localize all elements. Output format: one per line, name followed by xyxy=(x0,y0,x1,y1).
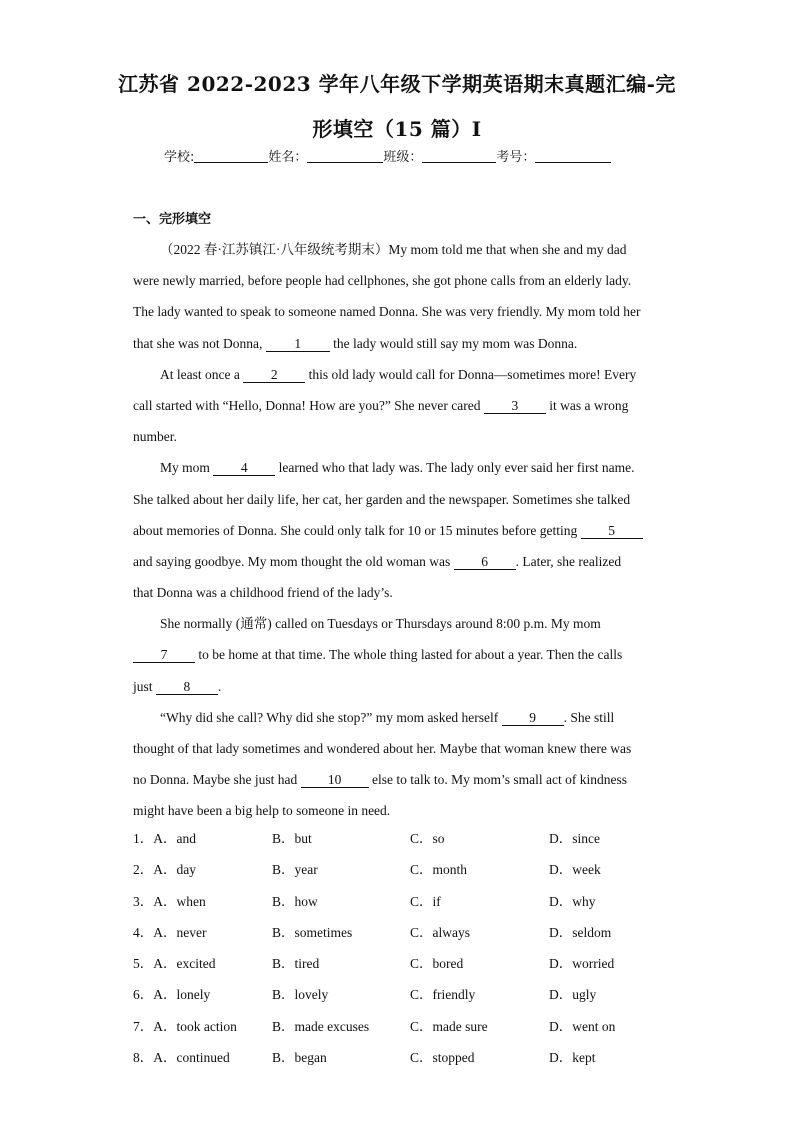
blank-8[interactable]: 8 xyxy=(156,680,218,695)
number-blank[interactable] xyxy=(535,148,611,163)
passage-text: （2022 春·江苏镇江·八年级统考期末）My mom told me that when she and my dad xyxy=(160,242,627,257)
option-d[interactable]: D．week xyxy=(549,862,601,878)
option-c[interactable]: C．so xyxy=(410,831,445,846)
passage-text: might have been a big help to someone in need. xyxy=(133,803,391,819)
option-d[interactable]: D．went on xyxy=(549,1018,616,1034)
option-a[interactable]: 1．A．and xyxy=(133,831,196,846)
passage-line xyxy=(133,390,663,421)
passage-text: number. xyxy=(133,429,177,445)
answer-options xyxy=(133,827,673,1077)
passage-line xyxy=(133,733,663,764)
passage-text: thought of that lady sometimes and wondered about her. Maybe that woman knew there was xyxy=(133,741,632,756)
option-row-4 xyxy=(133,921,673,952)
option-d[interactable]: D．since xyxy=(549,831,600,846)
passage-line xyxy=(133,764,663,795)
passage-text: call started with “Hello, Donna! How are you?” She never cared xyxy=(133,397,481,413)
blank-1[interactable]: 1 xyxy=(266,337,330,352)
passage-text: were newly married, before people had cellphones, she got phone calls from an elderly lady. xyxy=(133,273,632,289)
option-b[interactable]: B．year xyxy=(272,862,318,878)
option-a[interactable]: 7．A．took action xyxy=(133,1018,237,1034)
passage-text: that Donna was a childhood friend of the lady’s. xyxy=(133,585,393,601)
class-blank[interactable] xyxy=(422,148,496,163)
blank-6[interactable]: 6 xyxy=(454,555,516,570)
blank-7[interactable]: 7 xyxy=(133,648,195,663)
name-label: 姓名： xyxy=(268,150,308,165)
passage-line xyxy=(133,702,663,733)
passage-line xyxy=(133,359,663,390)
option-row-7 xyxy=(133,1015,673,1046)
passage-line xyxy=(133,671,663,702)
cloze-passage xyxy=(133,234,663,827)
passage-text: no Donna. Maybe she just had xyxy=(133,772,298,788)
option-b[interactable]: B．but xyxy=(272,831,312,846)
document-title-line-2: 形填空（15 篇）Ⅰ xyxy=(312,117,482,141)
passage-text: The lady wanted to speak to someone named Donna. She was very friendly. My mom told her xyxy=(133,304,641,320)
name-blank[interactable] xyxy=(307,148,383,163)
school-label: 学校: xyxy=(164,150,195,165)
option-row-6 xyxy=(133,983,673,1014)
option-c[interactable]: C．friendly xyxy=(410,987,476,1003)
document-title-line-1: 江苏省 2022-2023 学年八年级下学期英语期末真题汇编-完 xyxy=(118,72,676,96)
student-info-line xyxy=(164,146,611,165)
school-blank[interactable] xyxy=(194,148,268,163)
option-d[interactable]: D．ugly xyxy=(549,987,597,1003)
blank-2[interactable]: 2 xyxy=(243,368,305,383)
passage-line xyxy=(133,577,663,608)
passage-text: My mom xyxy=(160,460,210,476)
option-row-8 xyxy=(133,1046,673,1077)
passage-text: else to talk to. My mom’s small act of kindness xyxy=(371,772,627,788)
passage-text: just xyxy=(133,678,153,694)
option-c[interactable]: C．always xyxy=(410,924,470,940)
passage-text: that she was not Donna, xyxy=(133,335,263,351)
option-b[interactable]: B．sometimes xyxy=(272,924,353,940)
blank-3[interactable]: 3 xyxy=(484,399,546,414)
option-c[interactable]: C．month xyxy=(410,862,468,878)
blank-5[interactable]: 5 xyxy=(581,524,643,539)
passage-text: . Later, she realized xyxy=(515,553,622,569)
passage-line xyxy=(133,546,663,577)
passage-text: about memories of Donna. She could only talk for 10 or 15 minutes before getting xyxy=(133,522,578,538)
option-d[interactable]: D．seldom xyxy=(549,924,612,940)
passage-line xyxy=(133,421,663,452)
option-b[interactable]: B．made excuses xyxy=(272,1018,370,1034)
number-label: 考号： xyxy=(496,150,536,165)
blank-9[interactable]: 9 xyxy=(502,711,564,726)
passage-line xyxy=(133,328,663,359)
blank-10[interactable]: 10 xyxy=(301,773,369,788)
option-a[interactable]: 6．A．lonely xyxy=(133,987,211,1003)
passage-text: the lady would still say my mom was Donna. xyxy=(333,335,578,351)
passage-line xyxy=(133,639,663,670)
option-c[interactable]: C．stopped xyxy=(410,1050,475,1066)
option-c[interactable]: C．bored xyxy=(410,956,464,972)
passage-text: to be home at that time. The whole thing lasted for about a year. Then the calls xyxy=(198,647,623,663)
passage-text: learned who that lady was. The lady only ever said her first name. xyxy=(278,460,635,476)
passage-text: “Why did she call? Why did she stop?” my mom asked herself xyxy=(160,709,499,725)
section-heading: 一、完形填空 xyxy=(133,212,212,227)
passage-text: . xyxy=(217,678,222,694)
option-row-1 xyxy=(133,827,673,858)
option-b[interactable]: B．how xyxy=(272,893,318,909)
passage-text: and saying goodbye. My mom thought the old woman was xyxy=(133,553,451,569)
passage-line xyxy=(133,484,663,515)
passage-text: this old lady would call for Donna—sometimes more! Every xyxy=(308,366,637,382)
passage-text: She talked about her daily life, her cat, her garden and the newspaper. Sometimes she talked xyxy=(133,491,631,507)
blank-4[interactable]: 4 xyxy=(213,461,275,476)
passage-line xyxy=(133,452,663,483)
option-d[interactable]: D．worried xyxy=(549,956,615,972)
option-a[interactable]: 3．A．when xyxy=(133,893,206,909)
option-a[interactable]: 5．A．excited xyxy=(133,956,216,972)
option-b[interactable]: B．began xyxy=(272,1050,327,1066)
option-c[interactable]: C．if xyxy=(410,893,441,909)
passage-text: . She still xyxy=(563,709,615,725)
passage-line xyxy=(133,608,663,639)
passage-line xyxy=(133,296,663,327)
option-row-2 xyxy=(133,858,673,889)
option-d[interactable]: D．why xyxy=(549,893,596,909)
passage-text: it was a wrong xyxy=(549,397,629,413)
option-b[interactable]: B．lovely xyxy=(272,987,329,1003)
option-a[interactable]: 8．A．continued xyxy=(133,1050,230,1066)
option-a[interactable]: 2．A．day xyxy=(133,862,196,878)
option-a[interactable]: 4．A．never xyxy=(133,924,207,940)
option-c[interactable]: C．made sure xyxy=(410,1018,488,1034)
passage-line xyxy=(133,515,663,546)
passage-line xyxy=(133,234,663,265)
passage-text: At least once a xyxy=(160,366,240,382)
passage-text: She normally (通常) called on Tuesdays or Thursdays around 8:00 p.m. My mom xyxy=(160,616,601,632)
passage-line xyxy=(133,795,663,826)
option-row-5 xyxy=(133,952,673,983)
passage-line xyxy=(133,265,663,296)
option-b[interactable]: B．tired xyxy=(272,956,320,972)
option-d[interactable]: D．kept xyxy=(549,1050,596,1066)
class-label: 班级： xyxy=(383,150,423,165)
option-row-3 xyxy=(133,890,673,921)
